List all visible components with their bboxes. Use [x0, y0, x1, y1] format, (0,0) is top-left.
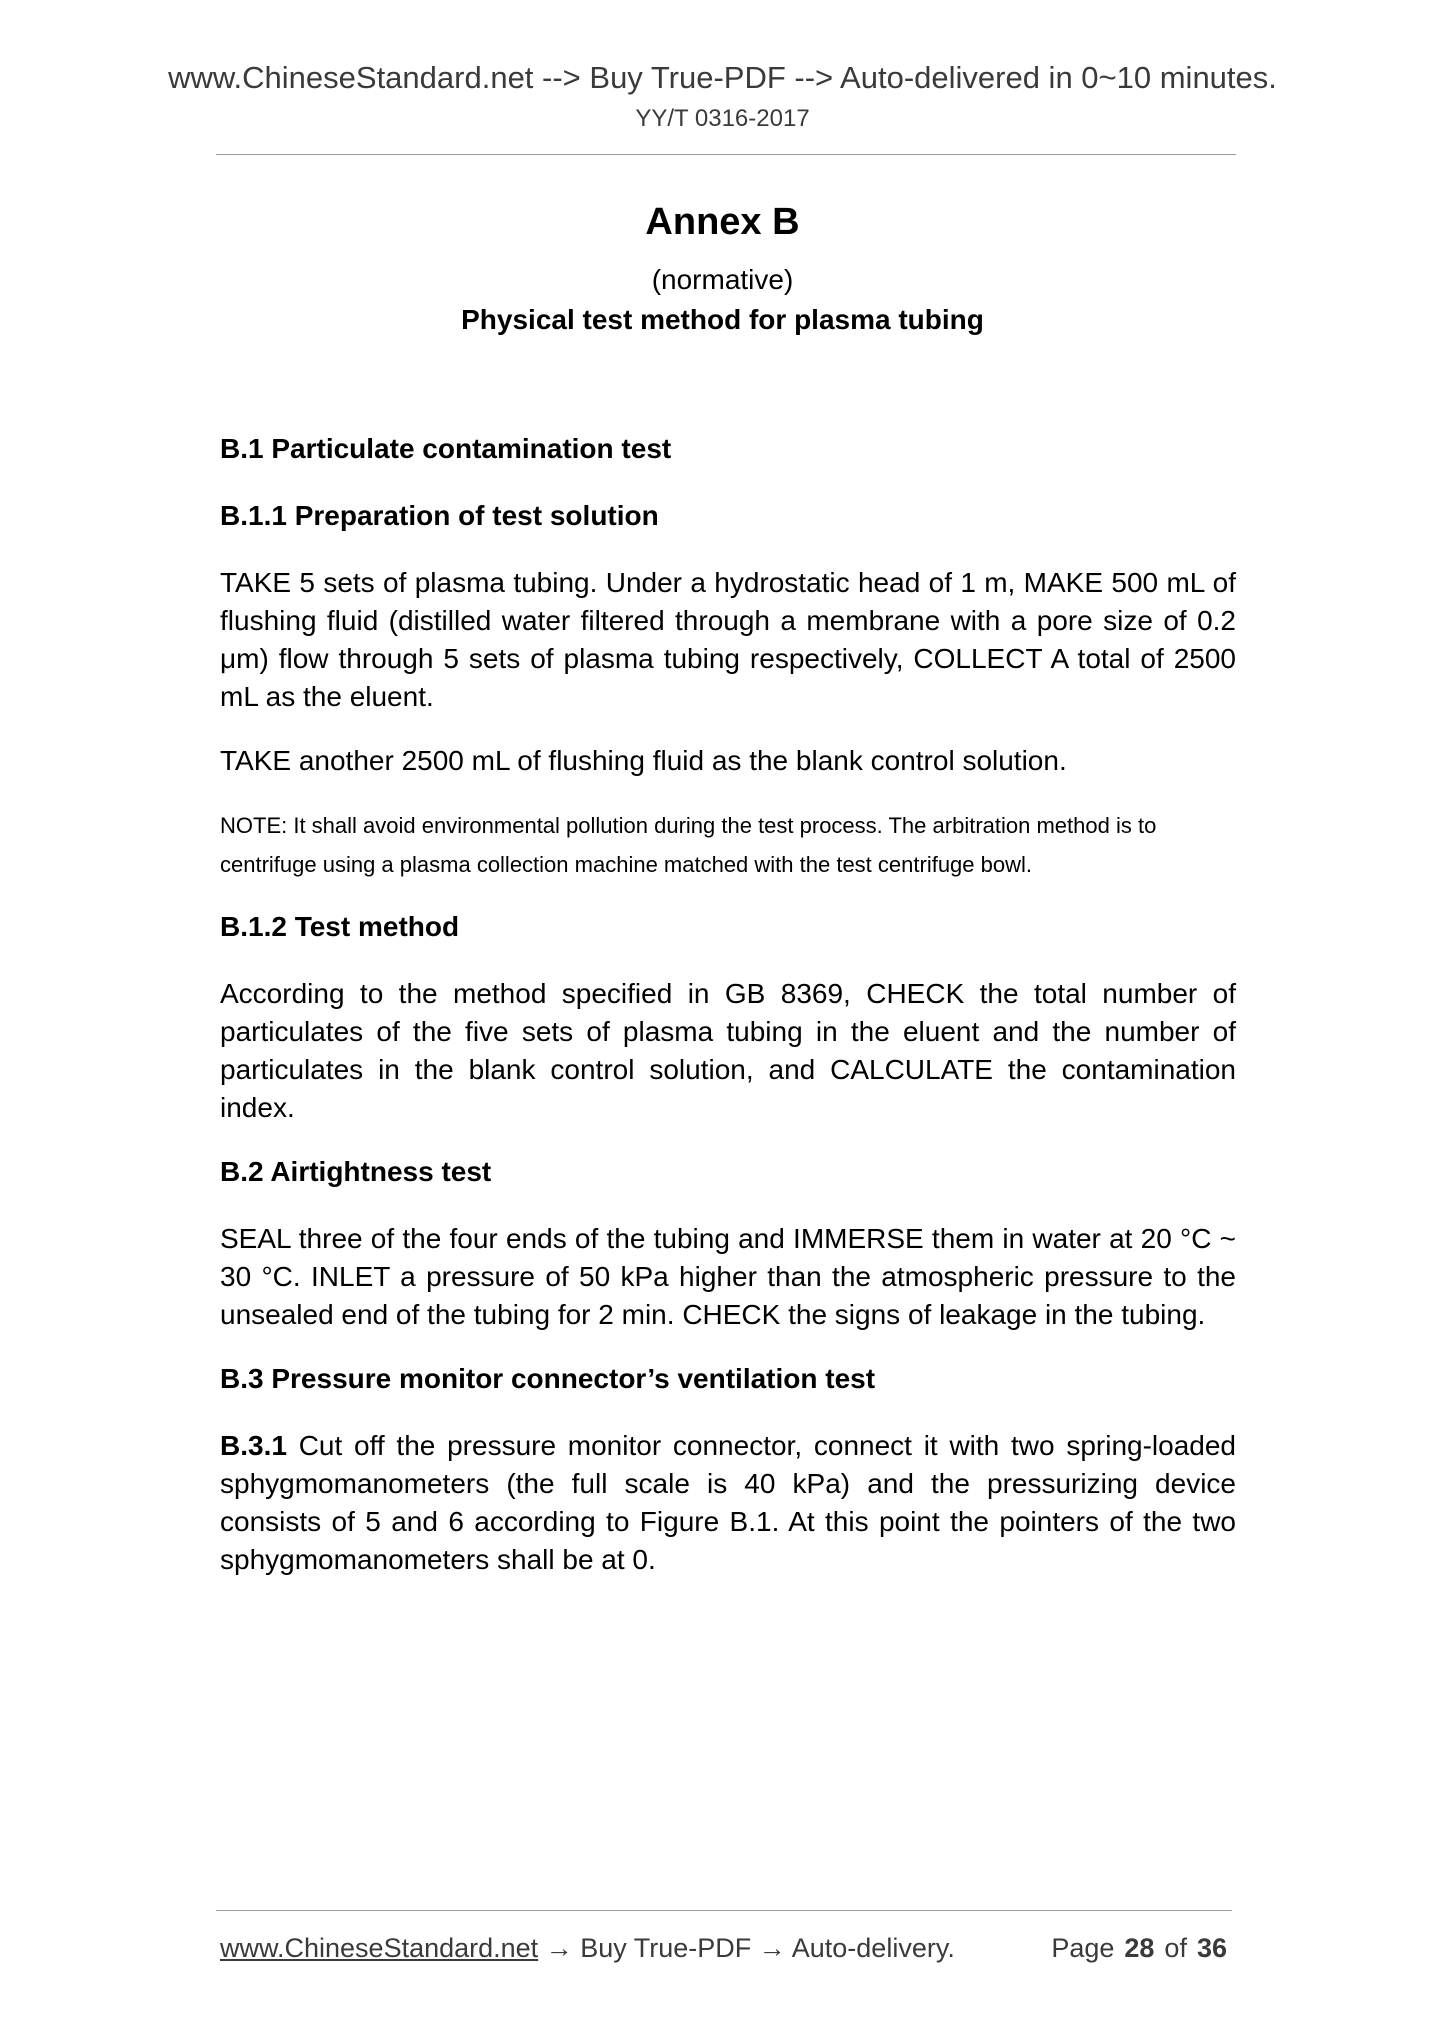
page-of-label: of — [1164, 1933, 1187, 1963]
section-b1-heading: B.1 Particulate contamination test — [220, 433, 672, 464]
page-header — [0, 58, 1445, 136]
document-body — [220, 430, 1236, 1605]
section-b3-1-text: Cut off the pressure monitor connector, connect it with two spring-loaded sphygmomanometers (the full scale is 40 kPa) and the pressurizing device consists of 5 and 6 according to Figure B.1. At this point the pointers of the two sphygmomanometers shall be at 0. — [220, 1430, 1236, 1575]
annex-title-block — [0, 198, 1445, 338]
section-b1-1-note: NOTE: It shall avoid environmental pollution during the test process. The arbitration method is to centrifuge using a plasma collection machine matched with the test centrifuge bowl. — [220, 813, 1157, 877]
footer-delivery-text: → Buy True-PDF → Auto-delivery. — [545, 1933, 955, 1963]
section-b1-1-paragraph-2: TAKE another 2500 mL of flushing fluid as the blank control solution. — [220, 745, 1067, 776]
header-banner: www.ChineseStandard.net --> Buy True-PDF --> Auto-delivered in 0~10 minutes. — [168, 60, 1277, 95]
section-b1-1-paragraph-1: TAKE 5 sets of plasma tubing. Under a hydrostatic head of 1 m, MAKE 500 mL of flushing fluid (distilled water filtered through a membrane with a pore size of 0.2 μm) flow through 5 sets of plasma tubing respectively, COLLECT A total of 2500 mL as the eluent. — [220, 567, 1236, 712]
page-label: Page — [1051, 1933, 1115, 1963]
section-b3-heading: B.3 Pressure monitor connector’s ventilation test — [220, 1363, 876, 1394]
footer-website-link[interactable]: www.ChineseStandard.net — [220, 1933, 539, 1963]
standard-code: YY/T 0316-2017 — [635, 105, 810, 132]
section-b3-1-paragraph — [220, 1427, 1236, 1579]
annex-title: Annex B — [645, 201, 800, 243]
footer-promo — [220, 1930, 955, 1966]
page-current: 28 — [1124, 1933, 1155, 1963]
header-divider — [216, 154, 1236, 155]
annex-type: (normative) — [651, 264, 794, 295]
annex-subtitle: Physical test method for plasma tubing — [461, 304, 984, 335]
section-b1-2-heading: B.1.2 Test method — [220, 911, 460, 942]
page-total: 36 — [1196, 1933, 1227, 1963]
footer-divider — [216, 1910, 1232, 1911]
section-b2-paragraph: SEAL three of the four ends of the tubing and IMMERSE them in water at 20 °C ~ 30 °C. INLET a pressure of 50 kPa higher than the atmospheric pressure to the unsealed end of the tubing for 2 min. CHECK the signs of leakage in the tubing. — [220, 1223, 1236, 1330]
section-b1-2-paragraph: According to the method specified in GB 8369, CHECK the total number of particulates of the five sets of plasma tubing in the eluent and the number of particulates in the blank control solution, and CALCULATE the contamination index. — [220, 978, 1236, 1123]
section-b1-1-heading: B.1.1 Preparation of test solution — [220, 500, 659, 531]
section-b3-1-label: B.3.1 — [220, 1430, 287, 1461]
section-b2-heading: B.2 Airtightness test — [220, 1156, 492, 1187]
page-number — [1051, 1930, 1227, 1966]
